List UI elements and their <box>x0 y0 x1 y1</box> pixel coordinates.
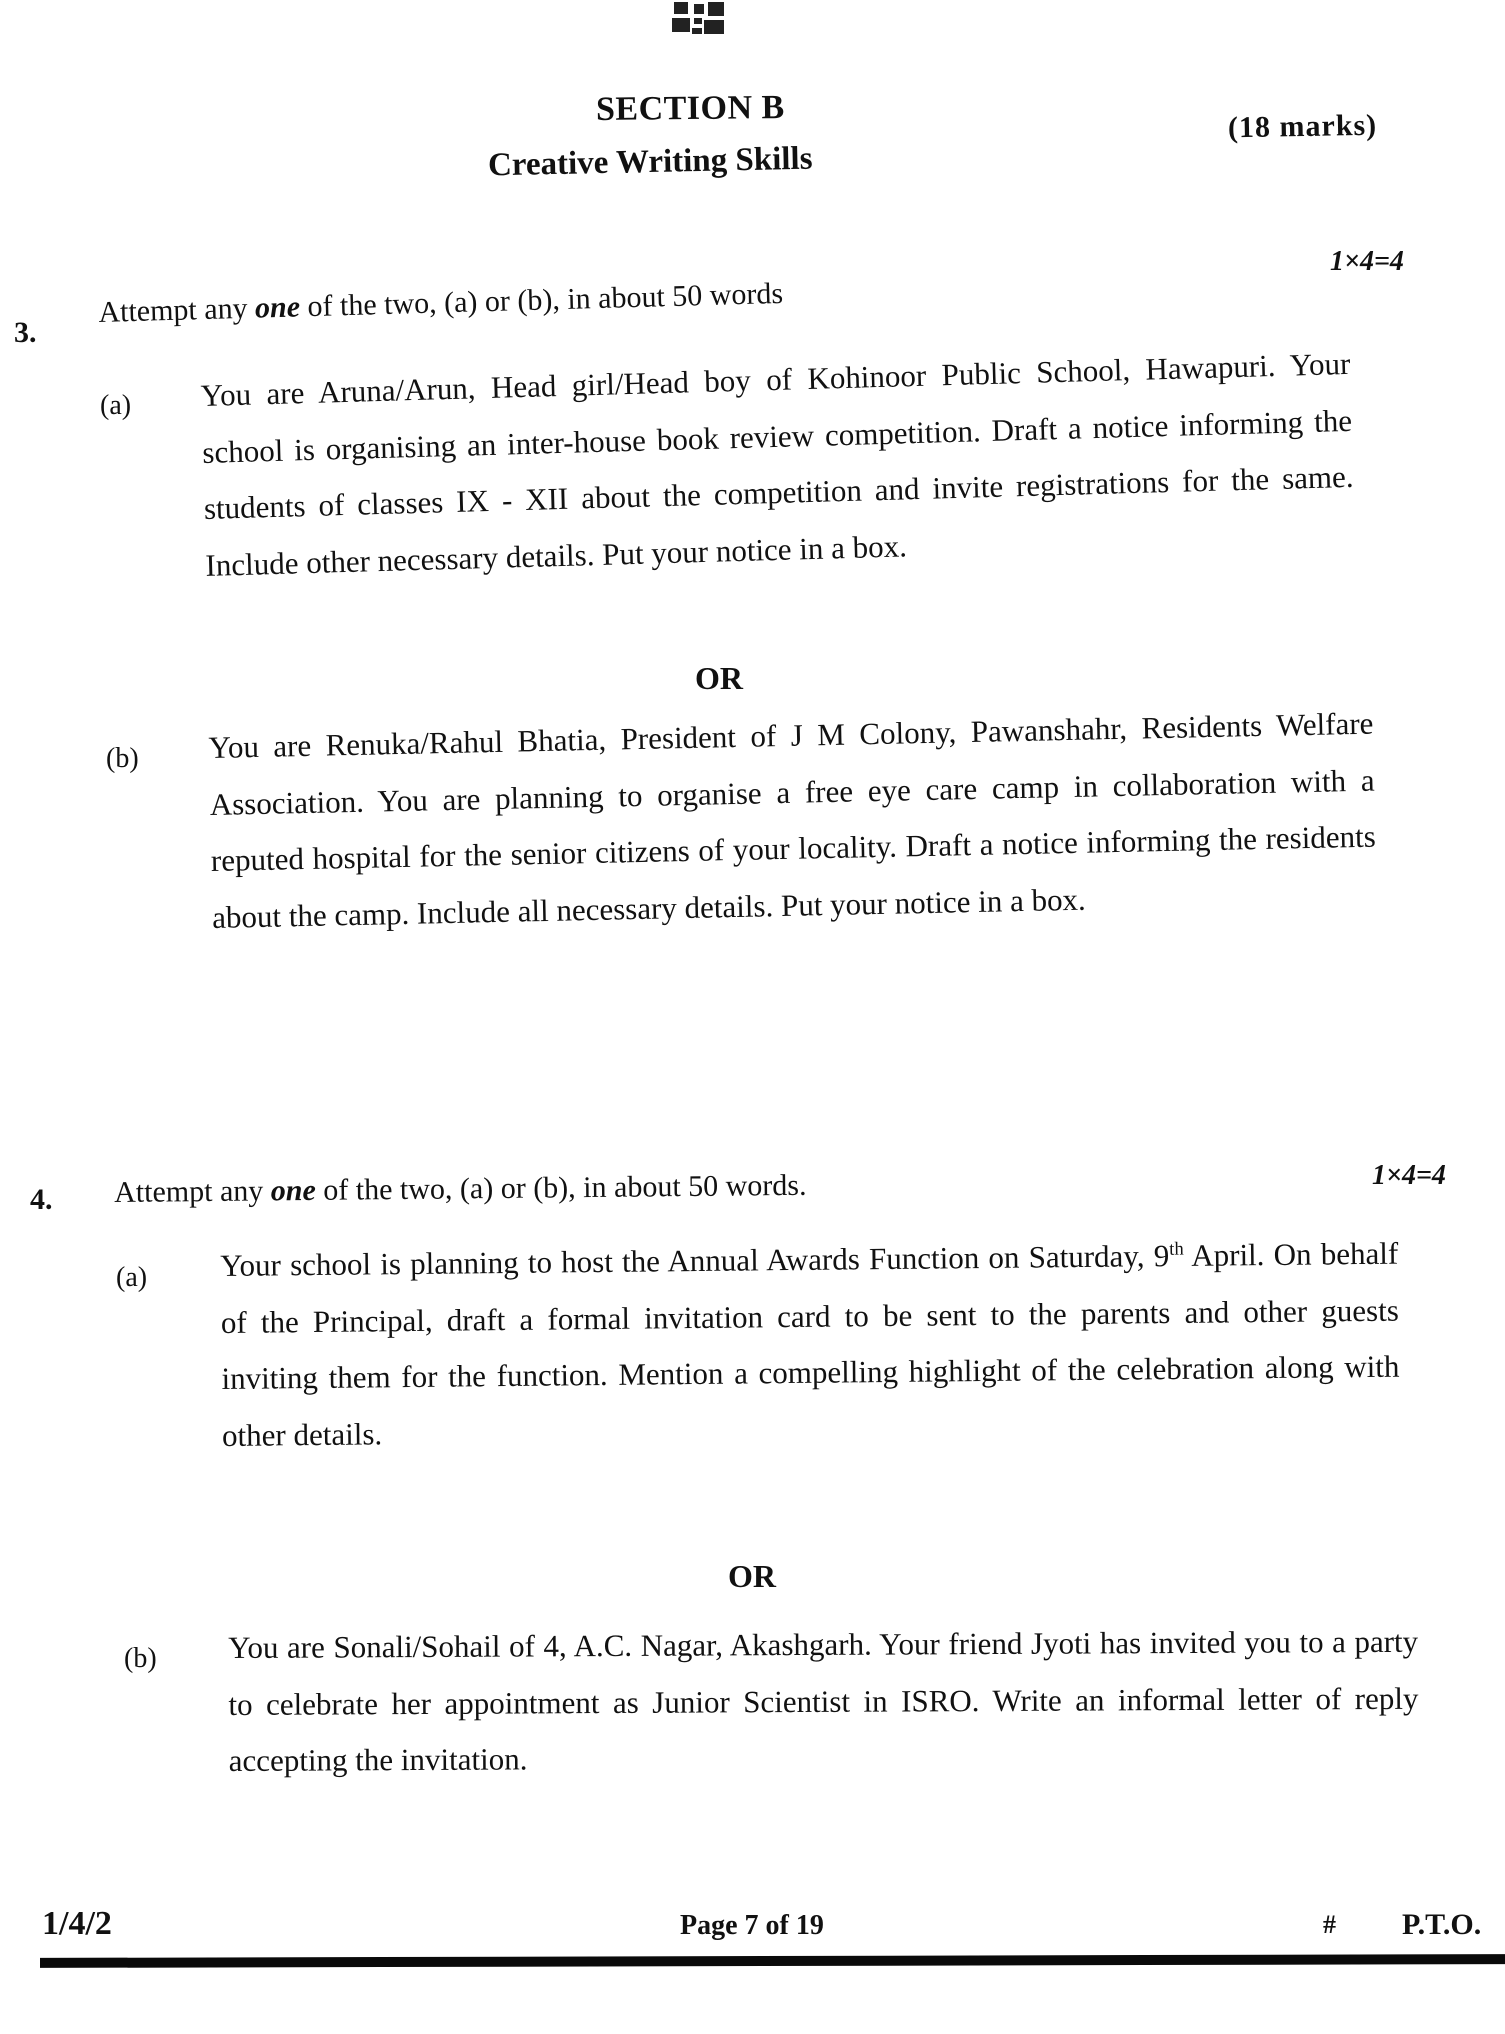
question-4-marks: 1×4=4 <box>1372 1160 1446 1191</box>
question-4-or-separator: OR <box>728 1558 776 1594</box>
question-3-number: 3. <box>14 316 37 349</box>
footer-divider <box>40 1954 1505 1968</box>
question-4-option-a-label: (a) <box>116 1262 148 1293</box>
question-4-prompt: Attempt any one of the two, (a) or (b), in about 50 words. <box>114 1168 807 1209</box>
footer-pto: P.T.O. <box>1402 1908 1482 1941</box>
section-marks: (18 marks) <box>1227 108 1378 145</box>
question-3-or-separator: OR <box>695 660 743 696</box>
question-3-option-b-label: (b) <box>106 743 139 774</box>
footer-page-number: Page 7 of 19 <box>680 1910 824 1941</box>
footer-paper-code: 1/4/2 <box>42 1905 112 1942</box>
footer-mark: # <box>1323 1910 1336 1939</box>
question-4-option-b-text: You are Sonali/Sohail of 4, A.C. Nagar, Akashgarh. Your friend Jyoti has invited you to a party to celebrate her appointment as Junior Scientist in ISRO. Write an informal letter of reply accepting the invitation. <box>228 1623 1419 1778</box>
question-3-marks: 1×4=4 <box>1330 246 1404 277</box>
question-3-option-a-text: You are Aruna/Arun, Head girl/Head boy of Kohinoor Public School, Hawapuri. Your school is organising an inter-house book review competition. Draft a notice informing the students of classes IX - XII about the competition and invite registrations for the same. Include other necessary details. Put your notice in a box. <box>200 345 1354 583</box>
qr-code-icon <box>668 2 730 36</box>
question-3-option-a-label: (a) <box>100 390 132 421</box>
question-3-prompt: Attempt any one of the two, (a) or (b), in about 50 words <box>98 276 784 329</box>
section-title: SECTION B <box>595 89 785 128</box>
question-3-option-b-text: You are Renuka/Rahul Bhatia, President of J M Colony, Pawanshahr, Residents Welfare Association. You are planning to organise a free eye care camp in collaboration with a reputed hospital for the senior citizens of your locality. Draft a notice informing the residents about the camp. Include all necessary details. Put your notice in a box. <box>208 705 1377 935</box>
question-4-option-b-label: (b) <box>124 1643 157 1674</box>
question-4-option-a-text: Your school is planning to host the Annual Awards Function on Saturday, 9th April. On behalf of the Principal, draft a formal invitation card to be sent to the parents and other guests inviting them for the function. Mention a compelling highlight of the celebration along with other details. <box>220 1235 1400 1453</box>
question-4-number: 4. <box>30 1183 53 1216</box>
section-subtitle: Creative Writing Skills <box>487 140 813 184</box>
